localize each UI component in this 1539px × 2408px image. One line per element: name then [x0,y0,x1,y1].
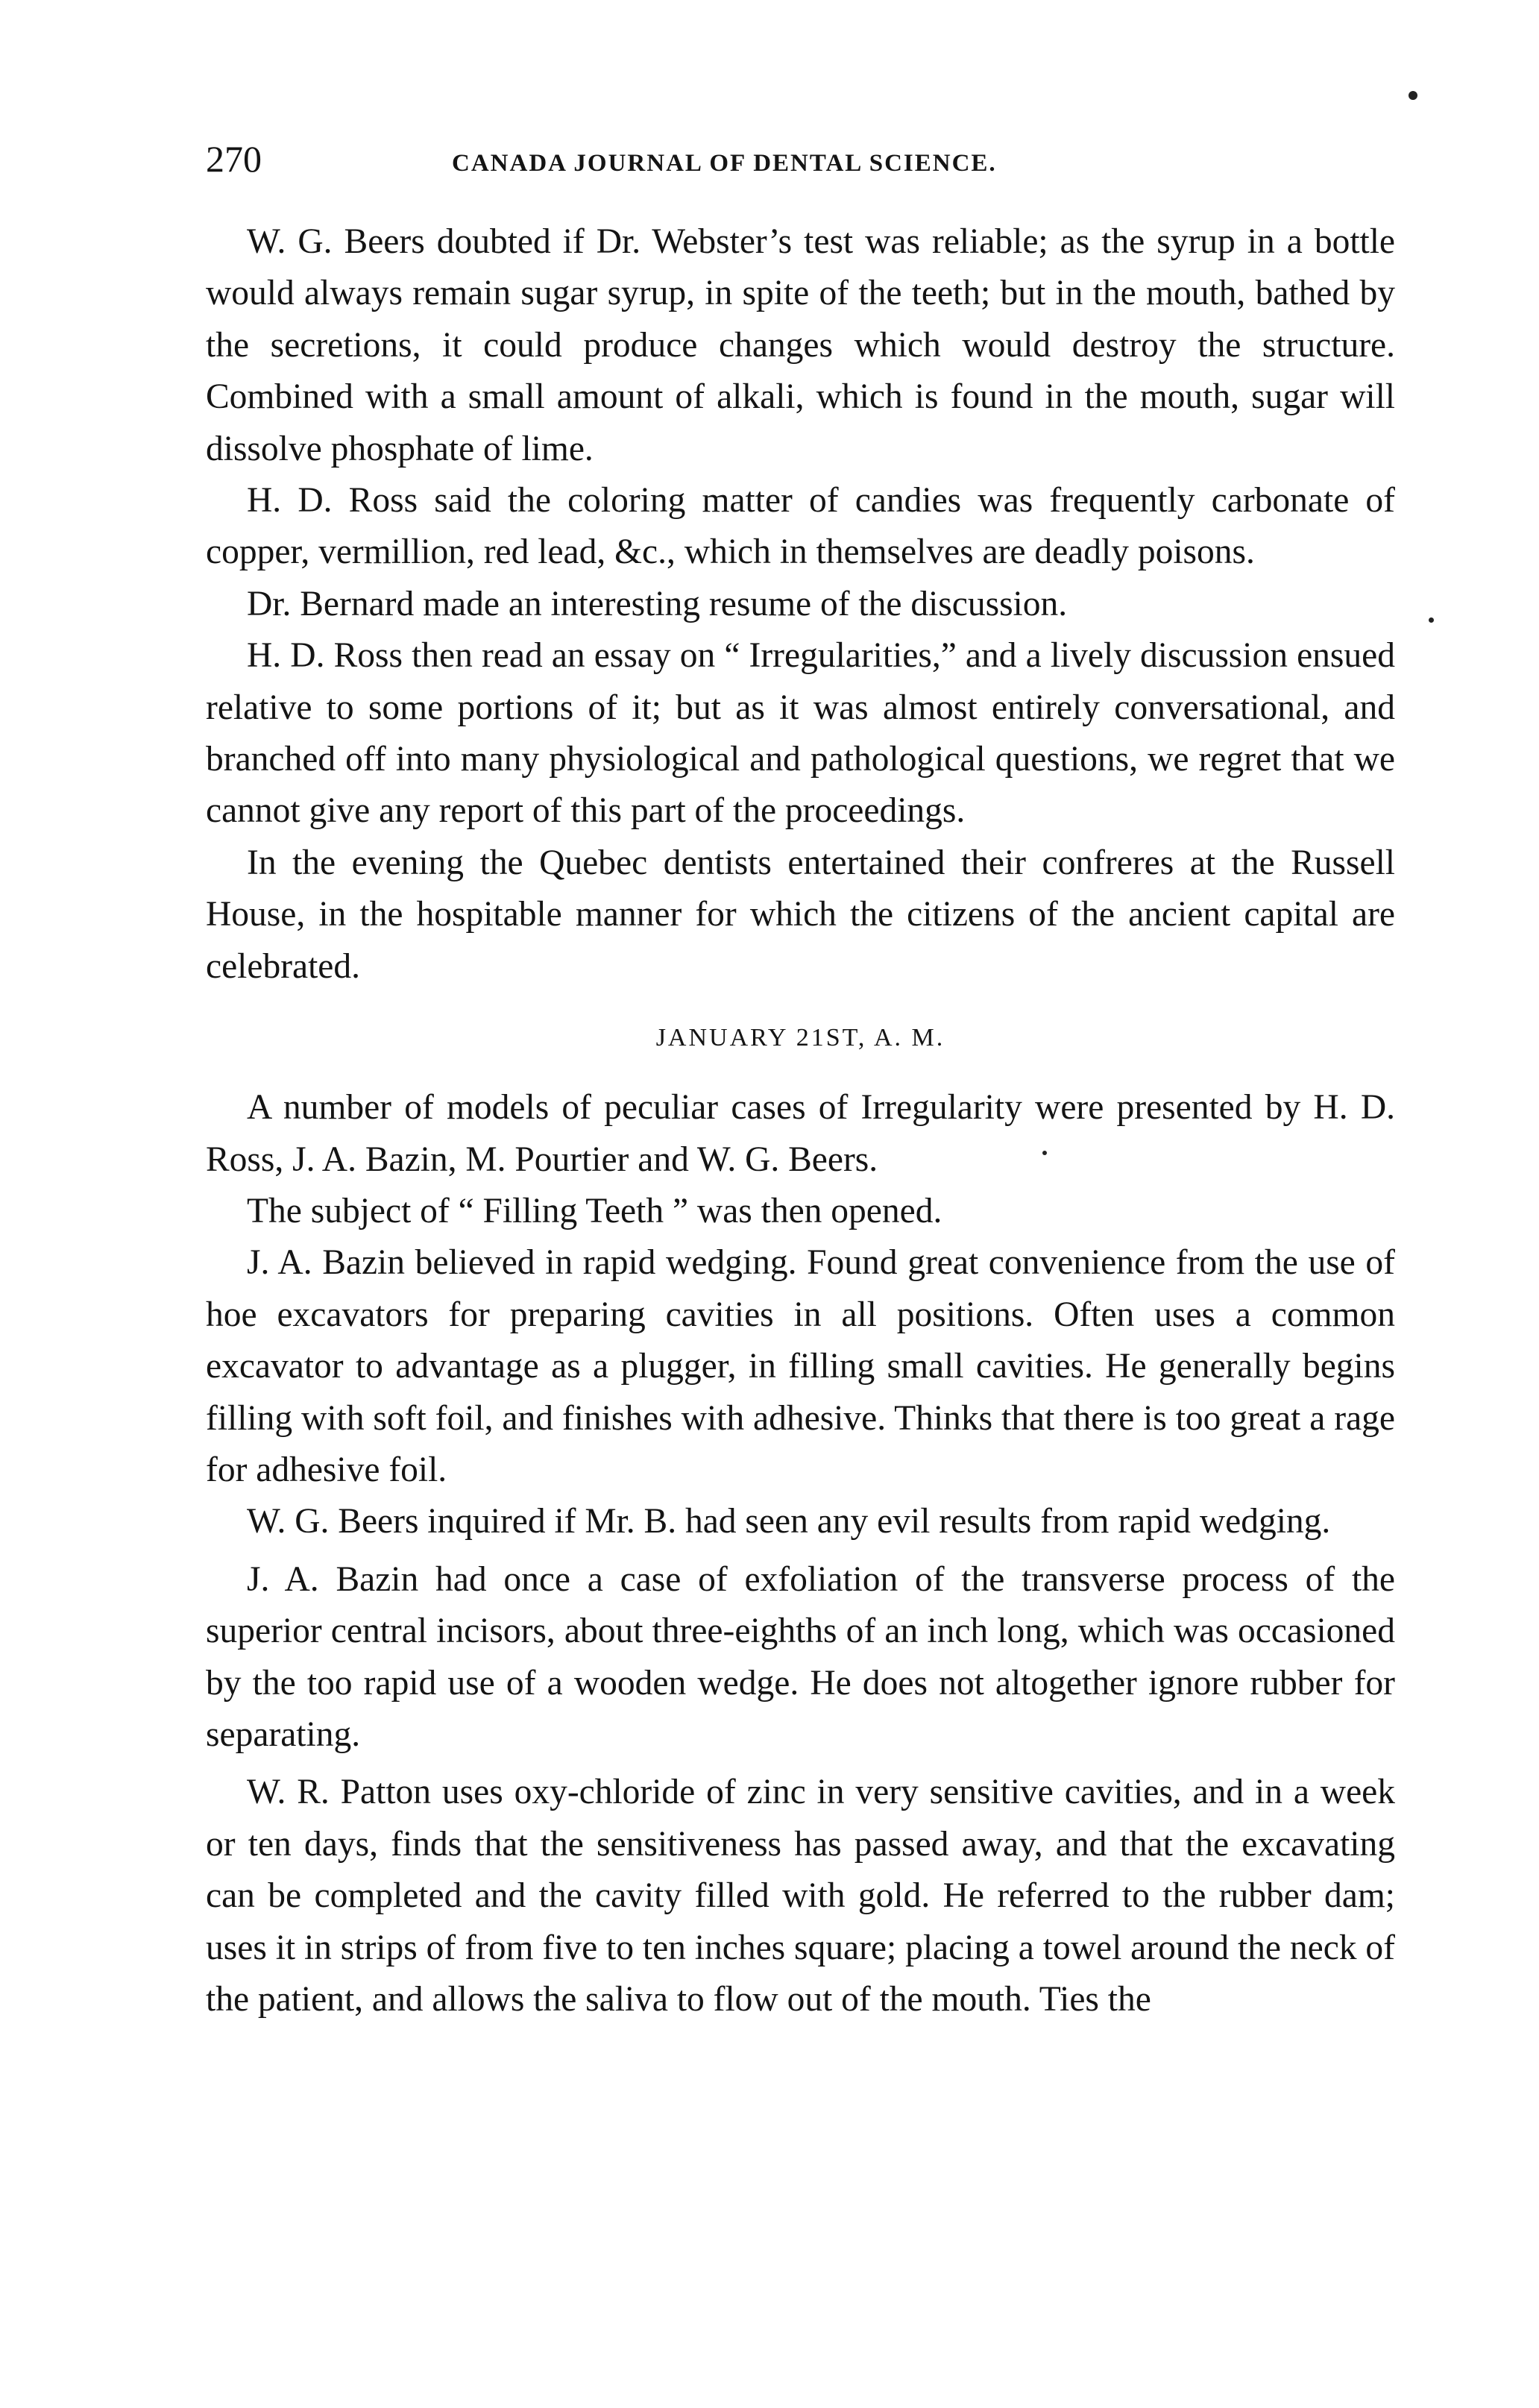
page-header [206,133,1399,185]
article-body [206,216,1395,2025]
paragraph: In the evening the Quebec dentists entertained their confreres at the Russell House, in the hospitable manner for which the citizens of the ancient capital are celebrated. [206,843,1395,986]
running-title: CANADA JOURNAL OF DENTAL SCIENCE. [452,150,997,177]
paragraph: W. G. Beers inquired if Mr. B. had seen any evil results from rapid wedging. [247,1502,1331,1541]
paragraph: W. R. Patton uses oxy-chloride of zinc in very sensitive cavities, and in a week or ten days, finds that the sensitiveness has passed away, and that the excavating can be completed and the cavity filled with gold. He referred to the rubber dam; uses it in strips of from five to ten inches square; placing a towel around the neck of the patient, and allows the saliva to flow out of the mouth. Ties the [206,1773,1395,2019]
paragraph: The subject of “ Filling Teeth ” was then opened. [247,1191,942,1230]
ink-speck [1409,91,1417,100]
paragraph: H. D. Ross said the coloring matter of candies was frequently carbonate of copper, vermillion, red lead, &c., which in themselves are deadly poisons. [206,481,1395,572]
paragraph: A number of models of peculiar cases of Irregularity were presented by H. D. Ross, J. A. Bazin, M. Pourtier and W. G. Beers. [206,1088,1395,1179]
paragraph: J. A. Bazin believed in rapid wedging. Found great convenience from the use of hoe excavators for preparing cavities in all positions. Often uses a common excavator to advantage as a plugger, in filling small cavities. He generally begins filling with soft foil, and finishes with adhesive. Thinks that there is too great a rage for adhesive foil. [206,1243,1395,1489]
section-heading: JANUARY 21ST, A. M. [655,1024,945,1052]
paragraph: H. D. Ross then read an essay on “ Irregularities,” and a lively discussion ensued relative to some portions of it; but as it was almost entirely conversational, and branched off into many physiological and pathological questions, we regret that we cannot give any report of this part of the proceedings. [206,636,1395,831]
paragraph: W. G. Beers doubted if Dr. Webster’s test was reliable; as the syrup in a bottle would always remain sugar syrup, in spite of the teeth; but in the mouth, bathed by the secretions, it could produce changes which would destroy the structure. Combined with a small amount of alkali, which is found in the mouth, sugar will dissolve phosphate of lime. [206,222,1395,468]
paragraph: Dr. Bernard made an interesting resume of the discussion. [247,584,1068,623]
page-number: 270 [206,138,262,180]
paragraph: J. A. Bazin had once a case of exfoliation of the transverse process of the superior central incisors, about three-eighths of an inch long, which was occasioned by the too rapid use of a wooden wedge. He does not altogether ignore rubber for separating. [206,1559,1395,1754]
ink-speck [1429,617,1434,623]
